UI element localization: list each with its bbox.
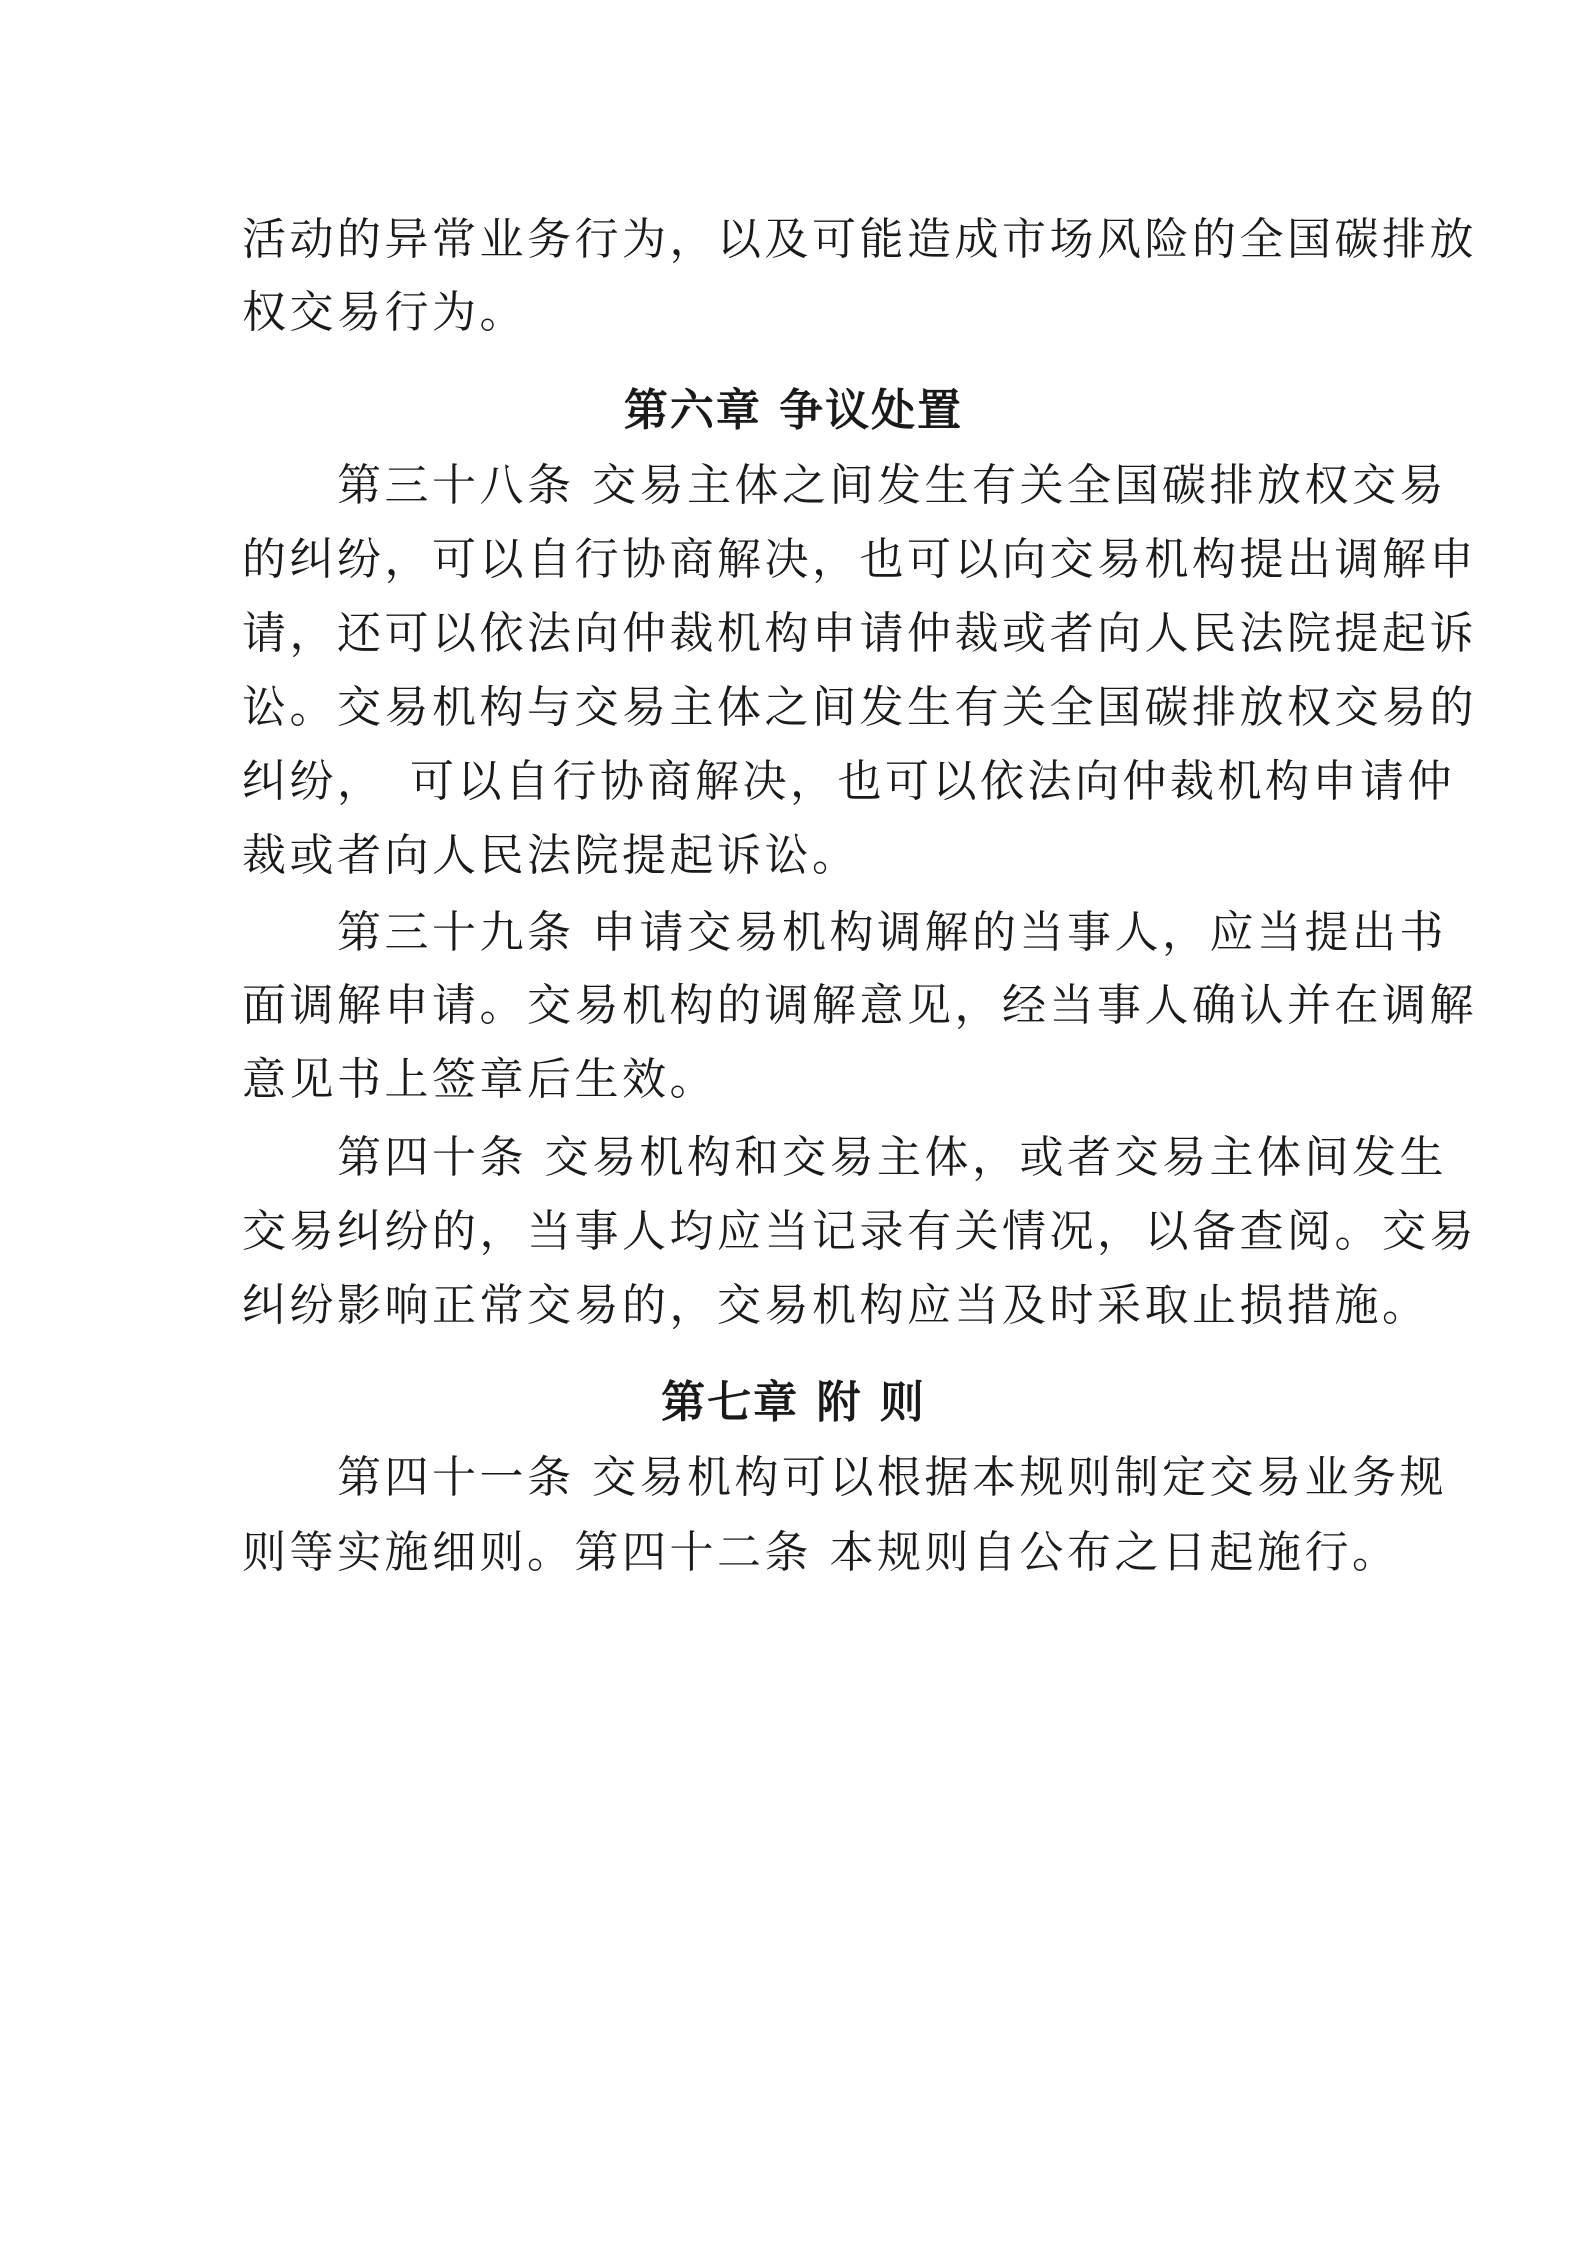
paragraph-line: 纠纷影响正常交易的，交易机构应当及时采取止损措施。	[242, 1280, 1430, 1331]
paragraph-line: 讼。交易机构与交易主体之间发生有关全国碳排放权交易的	[242, 682, 1477, 733]
paragraph-line: 第三十九条 申请交易机构调解的当事人，应当提出书	[242, 907, 1447, 958]
chapter-heading: 第七章 附 则	[661, 1377, 926, 1428]
paragraph-line: 裁或者向人民法院提起诉讼。	[242, 830, 860, 881]
paragraph-line: 则等实施细则。第四十二条 本规则自公布之日起施行。	[242, 1527, 1400, 1578]
paragraph-line: 的纠纷，可以自行协商解决，也可以向交易机构提出调解申	[242, 534, 1477, 585]
chapter-heading: 第六章 争议处置	[623, 385, 964, 436]
paragraph-line: 纠纷， 可以自行协商解决，也可以依法向仲裁机构申请仲	[242, 756, 1455, 807]
paragraph-line: 活动的异常业务行为，以及可能造成市场风险的全国碳排放	[242, 214, 1477, 265]
paragraph-line: 请，还可以依法向仲裁机构申请仲裁或者向人民法院提起诉	[242, 608, 1477, 659]
paragraph-line: 第三十八条 交易主体之间发生有关全国碳排放权交易	[242, 460, 1447, 511]
paragraph-line: 第四十条 交易机构和交易主体，或者交易主体间发生	[242, 1132, 1447, 1183]
paragraph-line: 交易纠纷的，当事人均应当记录有关情况，以备查阅。交易	[242, 1206, 1477, 1257]
paragraph-line: 面调解申请。交易机构的调解意见，经当事人确认并在调解	[242, 980, 1477, 1031]
paragraph-line: 权交易行为。	[242, 287, 527, 338]
paragraph-line: 意见书上签章后生效。	[242, 1054, 717, 1105]
paragraph-line: 第四十一条 交易机构可以根据本规则制定交易业务规	[242, 1452, 1447, 1503]
